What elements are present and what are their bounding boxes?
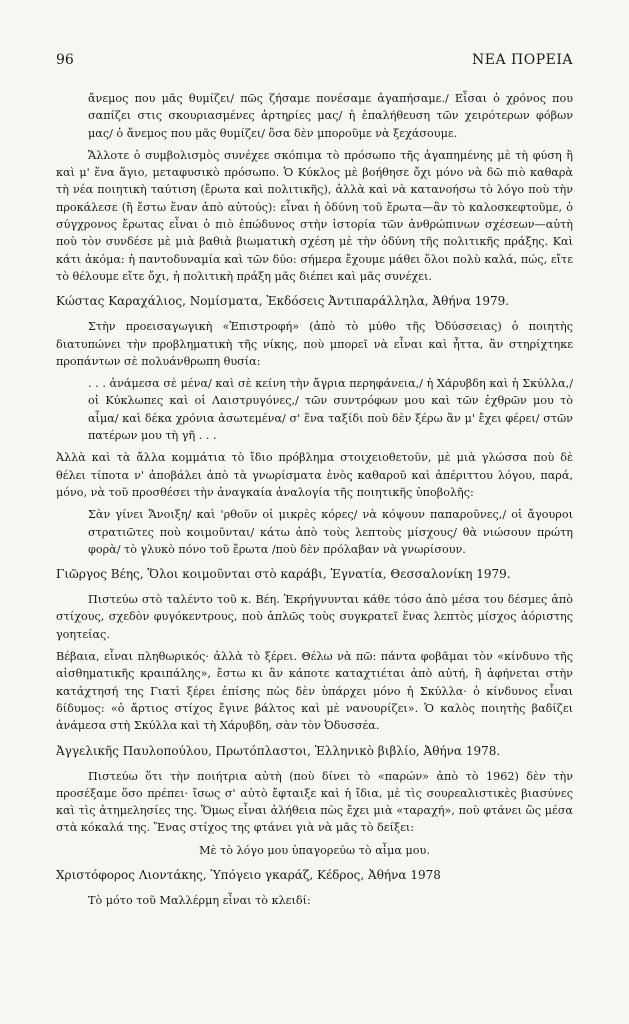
paragraph: Πιστεύω στὸ ταλέντο τοῦ κ. Βέη. Ἐκρήγνυνται κάθε τόσο ἀπὸ μέσα του δέσμες ἀπὸ στίχους, σχεδὸν φυγόκεντρους, ποὺ ἁπλῶς τοὺς συγκρατεῖ ἕνας λεπτὸς μίσχος ἀόριστης γοητείας. [56, 593, 573, 641]
paragraph: Ἀλλὰ καὶ τὰ ἄλλα κομμάτια τὸ ἴδιο πρόβλημα στοιχειοθετοῦν, μὲ μιὰ γλώσσα ποὺ δὲ θέλει τίποτα ν' ἀποβάλει ἀπὸ τὰ γνωρίσματα ἑνὸς καθαροῦ καὶ ἀπέριττου λόγου, παρά, μόνο, νὰ τοῦ προσθέσει τὴν ἀναγκαία ἀναλογία τῆς ποιητικῆς ὑποβολῆς: [56, 451, 573, 499]
bibliographic-entry: Χριστόφορος Λιοντάκης, Ὑπόγειο γκαράζ, Κέδρος, Ἀθήνα 1978 [56, 867, 441, 882]
page-content [56, 90, 573, 914]
paragraph: Ἄλλοτε ὁ συμβολισμὸς συνέχεε σκόπιμα τὸ πρόσωπο τῆς ἀγαπημένης μὲ τὴ φύση ἢ καὶ μ' ἕνα ἅγιο, μεταφυσικὸ πρόσωπο. Ὁ Κύκλος μὲ βοήθησε ὄχι μόνο νὰ δῶ πιὸ καθαρὰ τὴ νέα ποιητικὴ ταύτιση (ἔρωτα καὶ πολιτικῆς), ἀλλὰ καὶ νὰ κατανοήσω τὸ λόγο ποὺ τὴν προκάλεσε (ἢ ἔστω ἕναν ἀπὸ αὐτούς): εἶναι ἡ ὀδύνη τοῦ ἔρωτα—ἂν τὸ καλοσκεφτοῦμε, ὁ σύγχρονος ἔρωτας εἶναι ὁ πιὸ ἐπώδυνος στὴν ἱστορία τῶν ἀνθρώπινων σχέσεων—αὐτὴ ποὺ τὸν συνδέσε μὲ μιὰ βαθιὰ βιωματικὴ σχέση μὲ τὴν ὀδύνη τῆς πολιτικῆς πράξης. Καὶ κάτι ἀκόμα: ἡ παντοδυναμία καὶ τῶν δύο: σήμερα ἔχουμε μάθει ὅλοι πολὺ καλά, πώς, εἴτε τὸ θέλουμε εἴτε ὄχι, ἡ πολιτικὴ πράξη μᾶς διέπει καὶ μᾶς συνέχει. [56, 148, 573, 283]
paragraph: Στὴν προεισαγωγικὴ «Ἐπιστροφή» (ἀπὸ τὸ μύθο τῆς Ὀδύσσειας) ὁ ποιητὴς διατυπώνει τὴν προβληματικὴ τῆς νίκης, ποὺ μπορεῖ νὰ εἶναι καὶ ἧττα, ἂν στηρίχτηκε προπάντων σὲ πολυάνθρωπη θυσία: [56, 320, 573, 368]
poem-line: Μὲ τὸ λόγο μου ὑπαγορεύω τὸ αἷμα μου. [199, 843, 430, 857]
paragraph: Πιστεύω ὅτι τὴν ποιήτρια αὐτὴ (ποὺ δίνει τὸ «παρών» ἀπὸ τὸ 1962) δὲν τὴν προσέξαμε ὅσο πρέπει· ἴσως σ' αὐτὸ ἔφταιξε καὶ ἡ ἴδια, μὲ τὶς σουρεαλιστικὲς βιασύνες καὶ τὶς ἀτημελησίες της. Ὅμως εἶναι ἀλήθεια πὼς ἔχει μιὰ «ταραχή», ποὺ φτάνει ὣς μέσα στὰ κόκαλά της. Ἕνας στίχος της φτάνει γιὰ νὰ μᾶς τὸ δείξει: [56, 769, 573, 835]
paragraph: Τὸ μότο τοῦ Μαλλέρμη εἶναι τὸ κλειδί: [88, 893, 311, 907]
poem-quote: Σὰν γίνει Ἄνοιξη/ καὶ 'ρθοῦν οἱ μικρὲς κόρες/ νὰ κόψουν παπαροῦνες,/ οἱ ἄγουροι στρατιῶτες ποὺ κοιμοῦνται/ κάτω ἀπὸ τοὺς λεπτοὺς μίσχους/ θὰ νιώσουν πρώτη φορὰ/ τὸ γλυκὸ πόνο τοῦ ἔρωτα /ποὺ δὲν πρόλαβαν νὰ γνωρίσουν. [88, 508, 573, 556]
paragraph: Βέβαια, εἶναι πληθωρικός· ἀλλὰ τὸ ξέρει. Θέλω νὰ πῶ: πάντα φοβᾶμαι τὸν «κίνδυνο τῆς αἰσθηματικῆς κραιπάλης», ἔστω κι ἂν κάποτε καταχτιέται ἀπὸ αὐτή, ἢ ἀφήνεται στὴν κατάχτησή της Γιατὶ ξέρει ἐπίσης πὼς δὲν ὑπάρχει μόνο ἡ Σκύλλα· ὁ κίνδυνος εἶναι δίδυμος: «ὁ ἄρτιος στίχος ἔγινε βάλτος καὶ μὲ νανουρίζει». Ὁ καλὸς ποιητὴς βαδίζει ἀνάμεσα στὴ Σκύλλα καὶ τὴ Χάρυβδη, σὰν τὸν Ὀδυσσέα. [56, 650, 573, 733]
page-header [56, 52, 573, 72]
journal-title: ΝΕΑ ΠΟΡΕΙΑ [472, 52, 573, 68]
bibliographic-entry: Κώστας Καραχάλιος, Νομίσματα, Ἐκδόσεις Ἀντιπαράλληλα, Ἀθήνα 1979. [56, 294, 510, 309]
poem-quote: . . . ἀνάμεσα σὲ μένα/ καὶ σὲ κείνη τὴν ἄγρια περηφάνεια,/ ἡ Χάρυβδη καὶ ἡ Σκύλλα,/ οἱ Κύκλωπες καὶ οἱ Λαιστρυγόνες,/ τῶν συντρόφων μου καὶ τῶν ἐχθρῶν μου τὸ αἷμα/ καὶ δέκα χρόνια ἀσωτεμένα/ σ' ἕνα ταξίδι ποὺ δὲν ξέρω ἂν μ' ἔχει φέρει/ στῶν πατέρων μου τὴ γῆ . . . [88, 377, 573, 443]
bibliographic-entry: Γιῶργος Βέης, Ὅλοι κοιμοῦνται στὸ καράβι, Ἐγνατία, Θεσσαλονίκη 1979. [56, 567, 511, 582]
poem-quote: ἄνεμος που μᾶς θυμίζει/ πῶς ζήσαμε πονέσαμε ἀγαπήσαμε./ Εἶσαι ὁ χρόνος που σαπίζει στις σκουριασμένες ἀρτηρίες μας/ ἡ ἐπαλήθευση τῶν χειρότερων φόβων μας/ ὁ ἄνεμος που μᾶς θυμίζει/ ὅσα δὲν μποροῦμε νὰ ξεχάσουμε. [88, 92, 573, 140]
bibliographic-entry: Ἀγγελικῆς Παυλοπούλου, Πρωτόπλαστοι, Ἑλληνικὸ βιβλίο, Ἀθήνα 1978. [56, 743, 501, 758]
page-number: 96 [56, 52, 74, 68]
